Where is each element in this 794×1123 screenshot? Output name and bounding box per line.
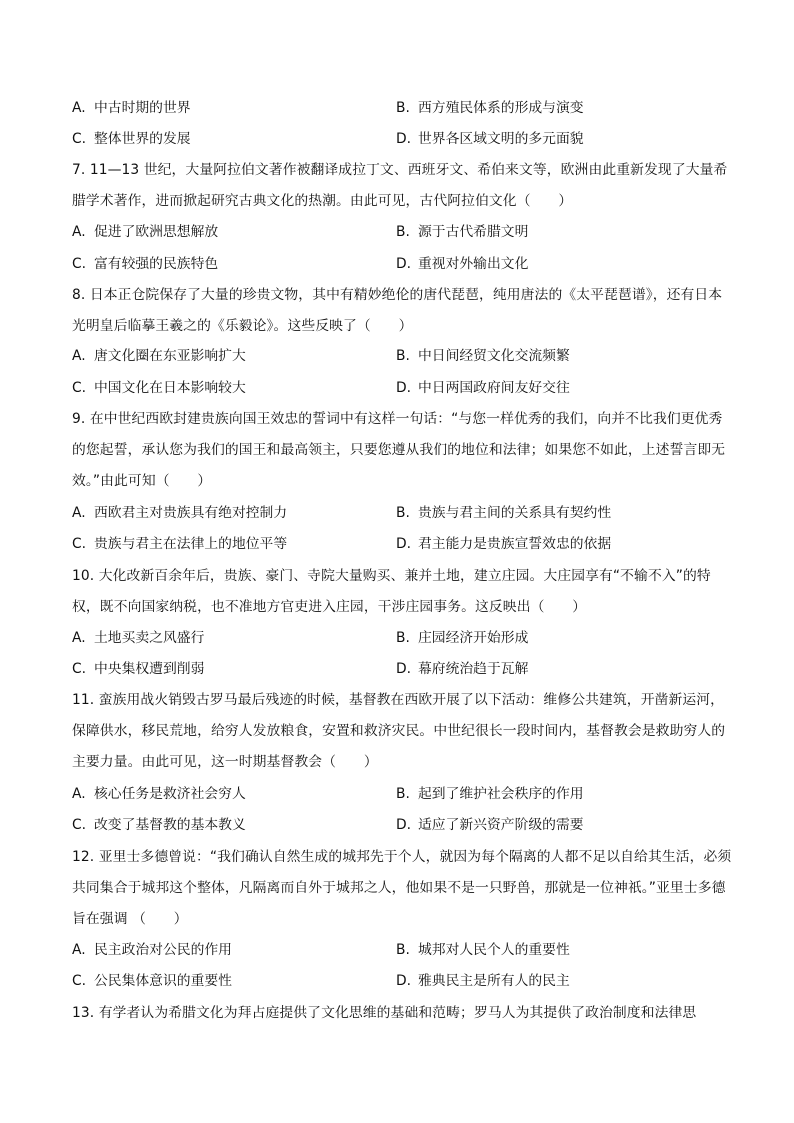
option-b: B. 中日间经贸文化交流频繁 <box>396 348 570 364</box>
option-d: D. 幕府统治趋于瓦解 <box>396 661 529 677</box>
option-d: D. 君主能力是贵族宣誓效忠的依据 <box>396 536 612 552</box>
option-b: B. 源于古代希腊文明 <box>396 224 529 240</box>
question-10-stem: 10. 大化改新百余年后，贵族、豪门、寺院大量购买、兼并土地，建立庄园。大庄园享有“不输不入”的特权，既不向国家纳税，也不准地方官吏进入庄园，干涉庄园事务。这反映出（ ） <box>72 568 711 615</box>
option-d: D. 世界各区域文明的多元面貌 <box>396 131 584 147</box>
option-a: A. 唐文化圈在东亚影响扩大 <box>72 348 246 364</box>
option-a: A. 民主政治对公民的作用 <box>72 942 232 958</box>
option-c: C. 贵族与君主在法律上的地位平等 <box>72 536 288 552</box>
option-a: A. 西欧君主对贵族具有绝对控制力 <box>72 505 288 521</box>
option-a: A. 中古时期的世界 <box>72 100 191 116</box>
option-c: C. 中央集权遭到削弱 <box>72 661 205 677</box>
option-b: B. 起到了维护社会秩序的作用 <box>396 786 584 802</box>
option-d: D. 重视对外输出文化 <box>396 256 529 272</box>
option-a: A. 促进了欧洲思想解放 <box>72 224 219 240</box>
option-b: B. 西方殖民体系的形成与演变 <box>396 100 584 116</box>
question-7-stem: 7. 11—13 世纪，大量阿拉伯文著作被翻译成拉丁文、西班牙文、希伯来文等，欧洲由此重新发现了大量希腊学术著作，进而掀起研究古典文化的热潮。由此可见，古代阿拉伯文化（ ） <box>72 162 728 209</box>
option-d: D. 雅典民主是所有人的民主 <box>396 973 570 989</box>
question-8-stem: 8. 日本正仓院保存了大量的珍贵文物，其中有精妙绝伦的唐代琵琶，纯用唐法的《太平琵琶谱》，还有日本光明皇后临摹王羲之的《乐毅论》。这些反映了（ ） <box>72 287 723 334</box>
question-12-stem: 12. 亚里士多德曾说：“我们确认自然生成的城邦先于个人，就因为每个隔离的人都不足以自给其生活，必须共同集合于城邦这个整体，凡隔离而自外于城邦之人，他如果不是一只野兽，那就是一位神祇。”亚里士多德旨在强调 （ ） <box>72 849 732 927</box>
option-c: C. 富有较强的民族特色 <box>72 256 219 272</box>
option-b: B. 庄园经济开始形成 <box>396 630 529 646</box>
option-b: B. 城邦对人民个人的重要性 <box>396 942 570 958</box>
option-d: D. 适应了新兴资产阶级的需要 <box>396 817 584 833</box>
option-a: A. 土地买卖之风盛行 <box>72 630 205 646</box>
question-13-stem: 13. 有学者认为希腊文化为拜占庭提供了文化思维的基础和范畴；罗马人为其提供了政治制度和法律思 <box>72 1005 697 1021</box>
question-9-stem: 9. 在中世纪西欧封建贵族向国王效忠的誓词中有这样一句话：“与您一样优秀的我们，向并不比我们更优秀的您起誓，承认您为我们的国王和最高领主，只要您遵从我们的地位和法律；如果您不如此，上述誓言即无效。”由此可知（ ） <box>72 411 726 489</box>
option-b: B. 贵族与君主间的关系具有契约性 <box>396 505 612 521</box>
question-11-stem: 11. 蛮族用战火销毁古罗马最后残迹的时候，基督教在西欧开展了以下活动：维修公共建筑，开凿新运河，保障供水，移民荒地，给穷人发放粮食，安置和救济灾民。中世纪很长一段时间内，基督教会是救助穷人的主要力量。由此可见，这一时期基督教会（ ） <box>72 692 726 770</box>
option-c: C. 公民集体意识的重要性 <box>72 973 232 989</box>
option-c: C. 整体世界的发展 <box>72 131 191 147</box>
option-c: C. 中国文化在日本影响较大 <box>72 380 246 396</box>
option-d: D. 中日两国政府间友好交往 <box>396 380 570 396</box>
option-a: A. 核心任务是救济社会穷人 <box>72 786 246 802</box>
option-c: C. 改变了基督教的基本教义 <box>72 817 246 833</box>
